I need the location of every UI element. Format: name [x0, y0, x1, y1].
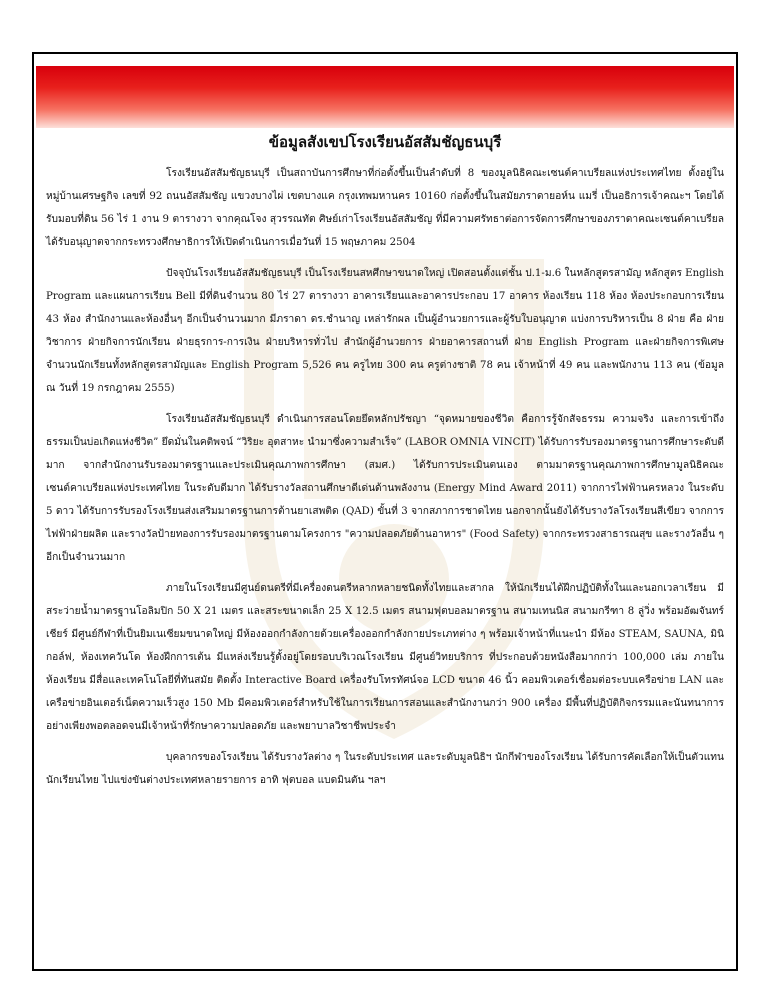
- document-body: [46, 162, 724, 800]
- paragraph-history: โรงเรียนอัสสัมชัญธนบุรี เป็นสถาบันการศึกษาที่ก่อตั้งขึ้นเป็นลำดับที่ 8 ของมูลนิธิคณะเซนต์คาเบรียลแห่งประเทศไทย ตั้งอยู่ในหมู่บ้านเศรษฐกิจ เลขที่ 92 ถนนอัสสัมชัญ แขวงบางไผ่ เขตบางแค กรุงเทพมหานคร 10160 ก่อตั้งขึ้นในสมัยภราดายอห์น แมรี่ เป็นอธิการเจ้าคณะฯ โดยได้รับมอบที่ดิน 56 ไร่ 1 งาน 9 ตารางวา จากคุณโจง สุวรรณทัต ศิษย์เก่าโรงเรียนอัสสัมชัญ ที่มีความศรัทธาต่อการจัดการศึกษาของภราดาคณะเซนต์คาเบรียล ได้รับอนุญาตจากกระทรวงศึกษาธิการให้เปิดดำเนินการเมื่อวันที่ 15 พฤษภาคม 2504: [46, 168, 724, 248]
- document-frame: [32, 52, 738, 971]
- paragraph-personnel: บุคลากรของโรงเรียน ได้รับรางวัลต่าง ๆ ในระดับประเทศ และระดับมูลนิธิฯ นักกีฬาของโรงเรียน ได้รับการคัดเลือกให้เป็นตัวแทนนักเรียนไทย ไปแข่งขันต่างประเทศหลายรายการ อาทิ ฟุตบอล แบดมินตัน ฯลฯ: [46, 752, 724, 786]
- page-title: ข้อมูลสังเขปโรงเรียนอัสสัมชัญธนบุรี: [268, 133, 502, 151]
- paragraph-philosophy-awards: โรงเรียนอัสสัมชัญธนบุรี ดำเนินการสอนโดยยึดหลักปรัชญา “จุดหมายของชีวิต คือการรู้จักสัจธรรม ความจริง และการเข้าถึงธรรมเป็นบ่อเกิดแห่งชีวิต” ยึดมั่นในคติพจน์ “วิริยะ อุตสาหะ นำมาซึ่งความสำเร็จ” (LABOR OMNIA VINCIT) ได้รับการรับรองมาตรฐานการศึกษาระดับดีมาก จากสำนักงานรับรองมาตรฐานและประเมินคุณภาพการศึกษา (สมศ.) ได้รับการประเมินตนเอง ตามมาตรฐานคุณภาพการศึกษามูลนิธิคณะเซนต์คาเบรียลแห่งประเทศไทย ในระดับดีมาก ได้รับรางวัลสถานศึกษาดีเด่นด้านพลังงาน (Energy Mind Award 2011) จากการไฟฟ้านครหลวง ในระดับ 5 ดาว ได้รับการรับรองโรงเรียนส่งเสริมมาตรฐานการต้านยาเสพติด (QAD) ขั้นที่ 3 จากสภาการชาดไทย นอกจากนั้นยังได้รับรางวัลโรงเรียนสีเขียว จากการไฟฟ้าฝ่ายผลิต และรางวัลป้ายทองการรับรองมาตรฐานตามโครงการ "ความปลอดภัยด้านอาหาร" (Food Safety) จากกระทรวงสาธารณสุข และรางวัลอื่น ๆ อีกเป็นจำนวนมาก: [46, 414, 724, 563]
- paragraph-facilities: ภายในโรงเรียนมีศูนย์ดนตรีที่มีเครื่องดนตรีหลากหลายชนิดทั้งไทยและสากล ให้นักเรียนได้ฝึกปฏิบัติทั้งในและนอกเวลาเรียน มีสระว่ายน้ำมาตรฐานโอลิมปิก 50 X 21 เมตร และสระขนาดเล็ก 25 X 12.5 เมตร สนามฟุตบอลมาตรฐาน สนามเทนนิส สนามกรีฑา 8 ลู่วิ่ง พร้อมอัฒจันทร์เชียร์ มีศูนย์กีฬาที่เป็นยิมเนเซียมขนาดใหญ่ มีห้องออกกำลังกายด้วยเครื่องออกกำลังกายประเภทต่าง ๆ พร้อมเจ้าหน้าที่แนะนำ มีห้อง STEAM, SAUNA, มินิกอล์ฟ, ห้องเทควันโด ห้องฝึกการเต้น มีแหล่งเรียนรู้ตั้งอยู่โดยรอบบริเวณโรงเรียน มีศูนย์วิทยบริการ ที่ประกอบด้วยหนังสือมากกว่า 100,000 เล่ม ภายในห้องเรียน มีสื่อและเทคโนโลยีที่ทันสมัย ติดตั้ง Interactive Board เครื่องรับโทรทัศน์จอ LCD ขนาด 46 นิ้ว คอมพิวเตอร์เชื่อมต่อระบบเครือข่าย LAN และเครือข่ายอินเตอร์เน็ตความเร็วสูง 150 Mb มีคอมพิวเตอร์สำหรับใช้ในการเรียนการสอนและสำนักงานกว่า 900 เครื่อง มีพื้นที่ปฏิบัติกิจกรรมและนันทนาการอย่างเพียงพอตลอดจนมีเจ้าหน้าที่รักษาความปลอดภัย และพยาบาลวิชาชีพประจำ: [46, 583, 724, 732]
- red-header-banner: [36, 66, 734, 128]
- paragraph-current-status: ปัจจุบันโรงเรียนอัสสัมชัญธนบุรี เป็นโรงเรียนสหศึกษาขนาดใหญ่ เปิดสอนตั้งแต่ชั้น ป.1-ม.6 ในหลักสูตรสามัญ หลักสูตร English Program และแผนการเรียน Bell มีที่ดินจำนวน 80 ไร่ 27 ตารางวา อาคารเรียนและอาคารประกอบ 17 อาคาร ห้องเรียน 118 ห้อง ห้องประกอบการเรียน 43 ห้อง สำนักงานและห้องอื่นๆ อีกเป็นจำนวนมาก มีภราดา ดร.ชำนาญ เหล่ารักผล เป็นผู้อำนวยการและผู้รับใบอนุญาต แบ่งการบริหารเป็น 8 ฝ่าย คือ ฝ่ายวิชาการ ฝ่ายกิจการนักเรียน ฝ่ายธุรการ-การเงิน ฝ่ายบริหารทั่วไป สำนักผู้อำนวยการ ฝ่ายอาคารสถานที่ ฝ่าย English Program และฝ่ายกิจการพิเศษ จำนวนนักเรียนทั้งหลักสูตรสามัญและ English Program 5,526 คน ครูไทย 300 คน ครูต่างชาติ 78 คน เจ้าหน้าที่ 49 คน และพนักงาน 113 คน (ข้อมูล ณ วันที่ 19 กรกฎาคม 2555): [46, 268, 724, 394]
